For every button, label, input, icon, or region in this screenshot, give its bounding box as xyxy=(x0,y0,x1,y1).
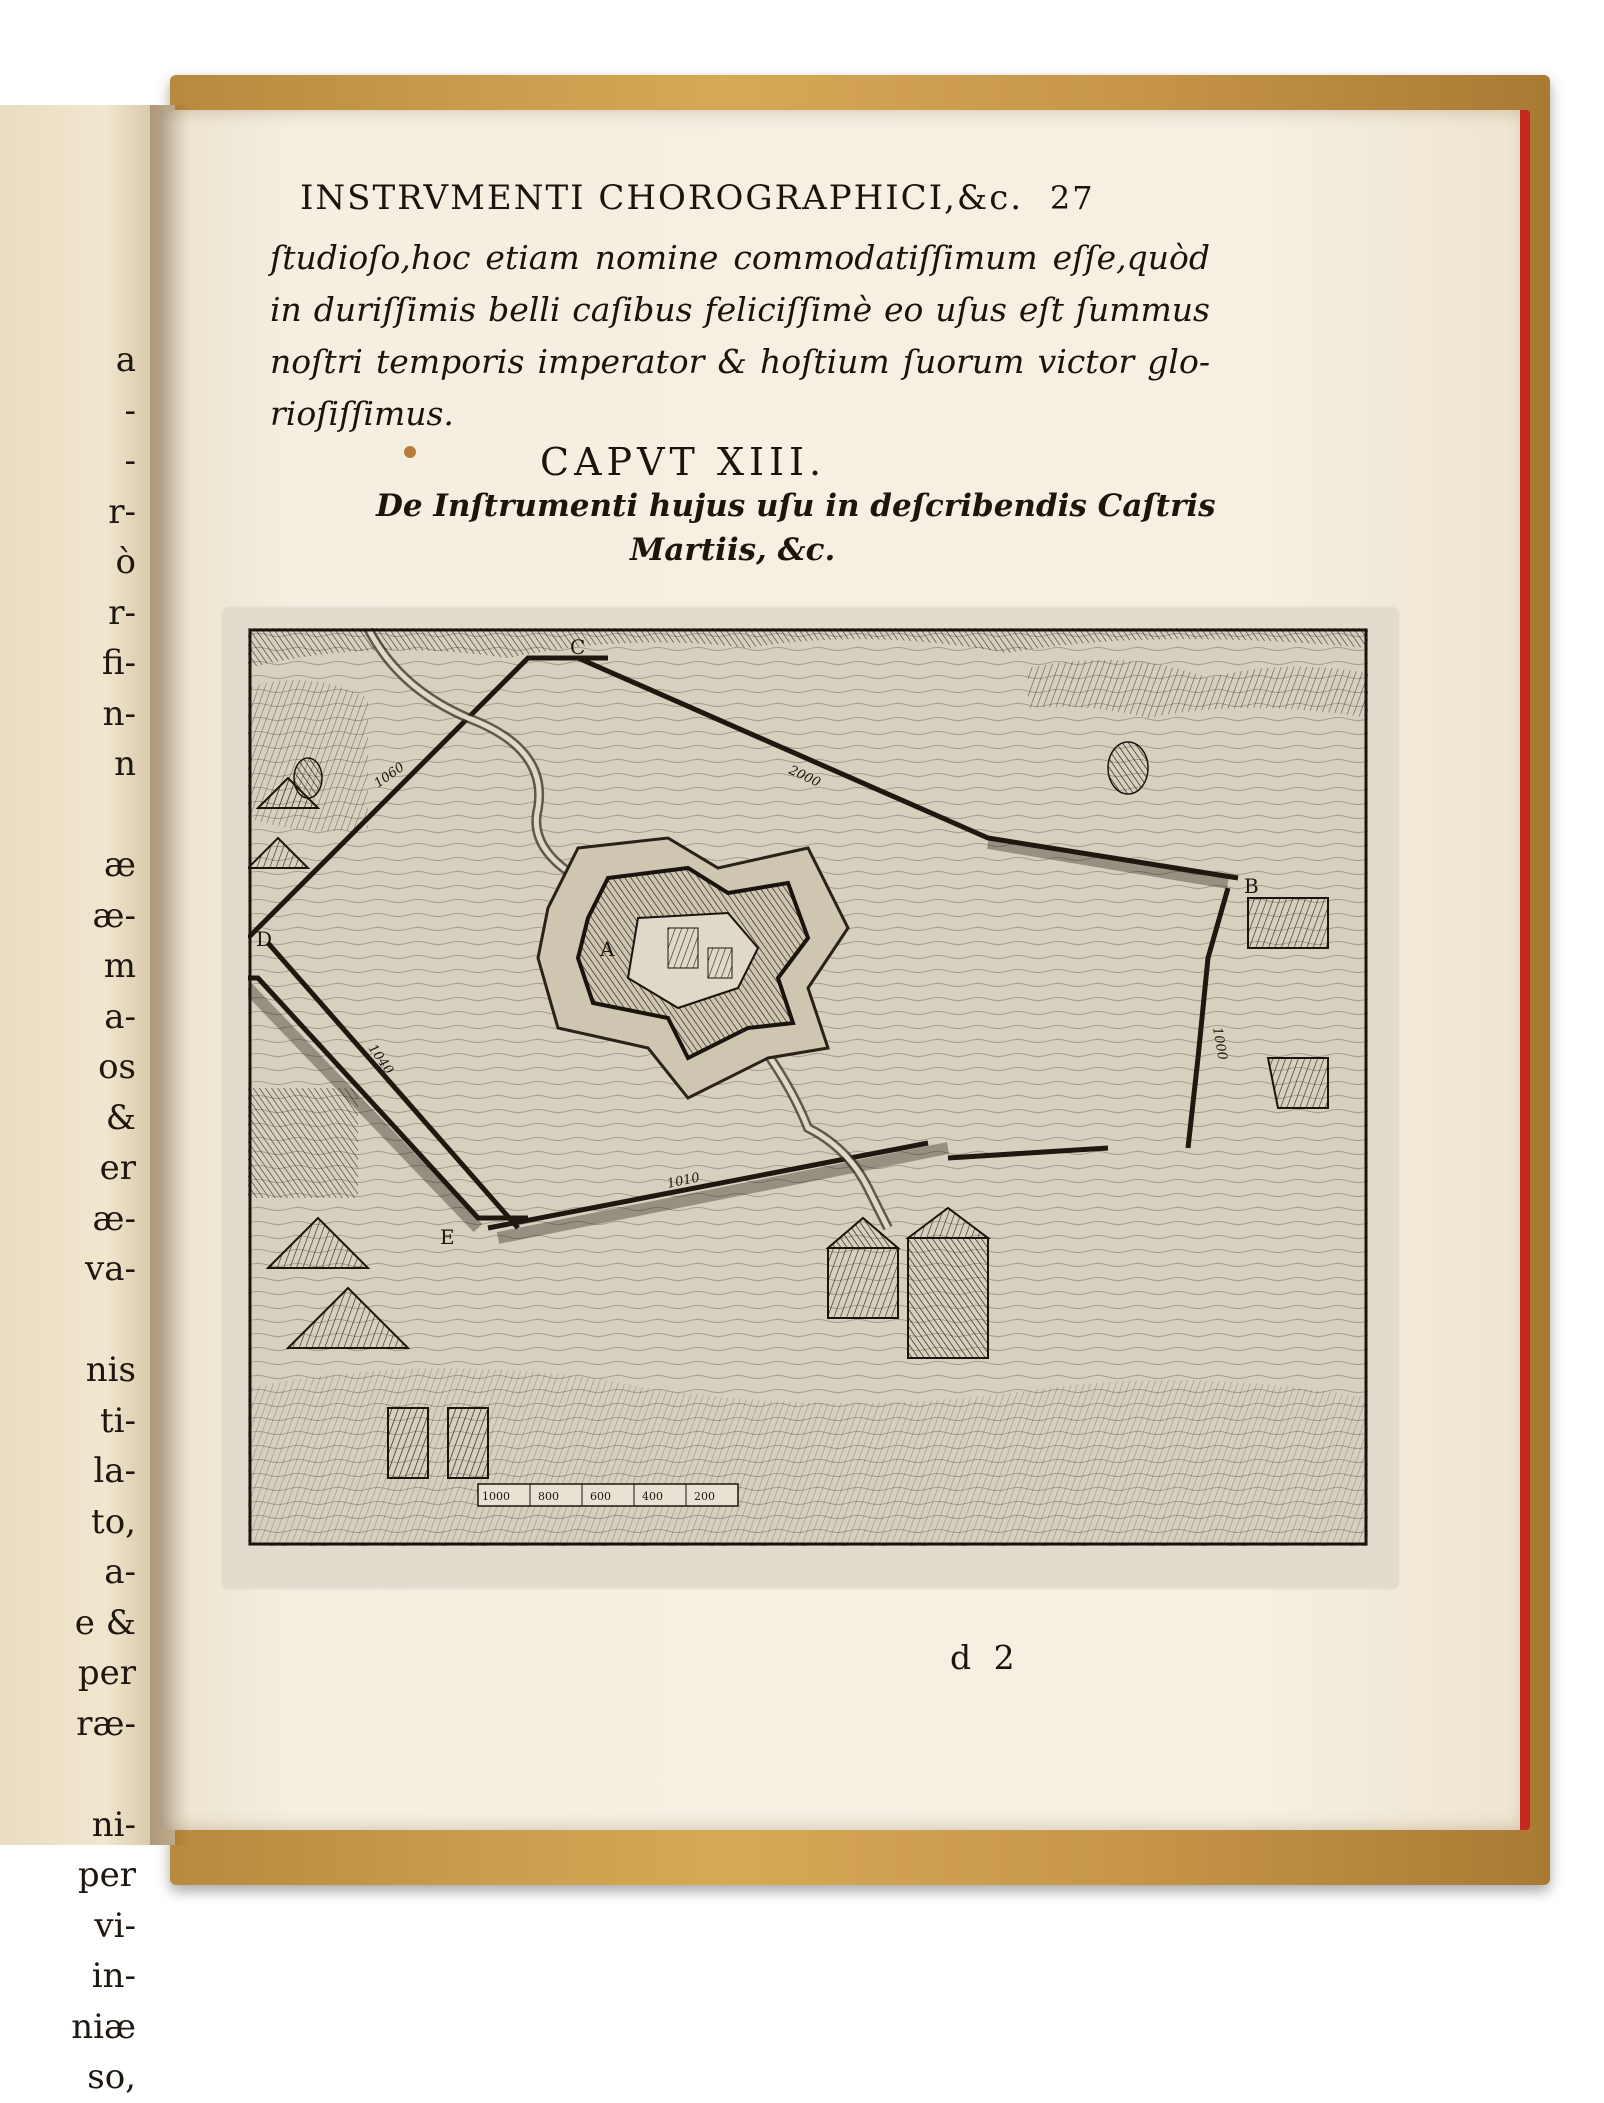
point-label-c: C xyxy=(570,635,586,659)
chapter-subtitle-line2: Martiis, &c. xyxy=(630,532,836,568)
paragraph xyxy=(270,232,1210,440)
point-label-b: B xyxy=(1244,874,1259,898)
left-page-line-fragment: æ- xyxy=(92,895,136,936)
left-page-line-fragment: per xyxy=(77,1653,136,1693)
left-page-line-fragment: e & xyxy=(74,1602,136,1643)
distance-label: 1040 xyxy=(364,1041,396,1078)
left-page-line-fragment: m xyxy=(103,946,136,986)
left-page-line-fragment xyxy=(6,1749,136,1800)
left-page-line-fragment: - xyxy=(124,441,136,481)
paragraph-line: ſtudioſo,hoc etiam nomine commodatiſſimum eſſe,quòd xyxy=(270,238,1210,277)
left-page-line-fragment: nis xyxy=(85,1350,136,1390)
left-page-text-column xyxy=(6,335,136,2103)
distance-label: 1010 xyxy=(665,1170,702,1192)
scale-label: 200 xyxy=(694,1490,715,1503)
left-page-line-fragment: niæ xyxy=(71,2006,136,2047)
signature-mark: d 2 xyxy=(950,1638,1021,1677)
scale-label: 1000 xyxy=(482,1490,510,1503)
distance-label: 1060 xyxy=(371,760,408,792)
left-page-line-fragment: so, xyxy=(87,2057,136,2097)
chapter-heading: CAPVT XIII. xyxy=(540,440,827,484)
left-page-line-fragment: os xyxy=(98,1047,136,1087)
left-page-line-fragment: ò xyxy=(115,542,136,582)
left-page-line-fragment: ni- xyxy=(91,1804,136,1845)
left-page-line-fragment xyxy=(6,790,136,841)
left-page-line-fragment: & xyxy=(105,1097,136,1138)
scale-label: 600 xyxy=(590,1490,611,1503)
point-label-a: A xyxy=(600,937,615,961)
left-page-line-fragment xyxy=(6,1295,136,1346)
left-page-line-fragment: a xyxy=(115,340,136,380)
left-page-line-fragment: va- xyxy=(85,1249,136,1289)
left-page-line-fragment: n xyxy=(114,744,136,784)
left-page-line-fragment: a- xyxy=(104,1552,136,1592)
gutter-shadow xyxy=(150,105,190,1845)
running-head xyxy=(300,178,1095,218)
scale-label: 800 xyxy=(538,1490,559,1503)
paragraph-line: noſtri temporis imperator & hoſtium ſuorum victor glo- xyxy=(270,342,1210,381)
scale-bar xyxy=(478,1484,738,1506)
fortress-engraving xyxy=(248,628,1368,1546)
left-page-line-fragment: ræ- xyxy=(76,1703,136,1744)
ink-spot xyxy=(404,446,416,458)
distance-label: 2000 xyxy=(786,763,823,791)
chapter-subtitle-line1: De Inſtrumenti hujus uſu in deſcribendis Caſtris xyxy=(376,488,1216,524)
folio-number: 27 xyxy=(1049,179,1095,217)
left-page-line-fragment: æ xyxy=(104,845,136,885)
paragraph-line: in duriſſimis belli caſibus feliciſſimè eo uſus eſt ſummus xyxy=(270,290,1210,329)
paragraph-line: rioſiſſimus. xyxy=(270,394,454,433)
left-page-line-fragment: per xyxy=(77,1855,136,1895)
left-page-line-fragment: n- xyxy=(102,693,136,734)
left-page-line-fragment: vi- xyxy=(94,1905,136,1946)
left-page-line-fragment: æ- xyxy=(92,1198,136,1239)
left-page-line-fragment: ti- xyxy=(99,1400,136,1441)
running-head-title: INSTRVMENTI CHOROGRAPHICI,&c. xyxy=(300,178,1024,218)
left-page-line-fragment: - xyxy=(124,390,136,431)
left-page-line-fragment: to, xyxy=(91,1501,136,1542)
point-label-d: D xyxy=(256,927,273,951)
left-page-line-fragment: fi- xyxy=(101,643,136,683)
left-page-line-fragment: a- xyxy=(104,996,136,1037)
point-label-e: E xyxy=(440,1225,455,1249)
left-page xyxy=(0,105,175,2097)
left-page-line-fragment: er xyxy=(99,1148,136,1188)
left-page-line-fragment: la- xyxy=(93,1451,136,1491)
left-page-line-fragment: r- xyxy=(108,491,136,532)
left-page-line-fragment: r- xyxy=(108,592,136,633)
left-page-line-fragment: in- xyxy=(91,1956,136,1996)
scale-label: 400 xyxy=(642,1490,663,1503)
distance-label: 1000 xyxy=(1209,1026,1230,1062)
